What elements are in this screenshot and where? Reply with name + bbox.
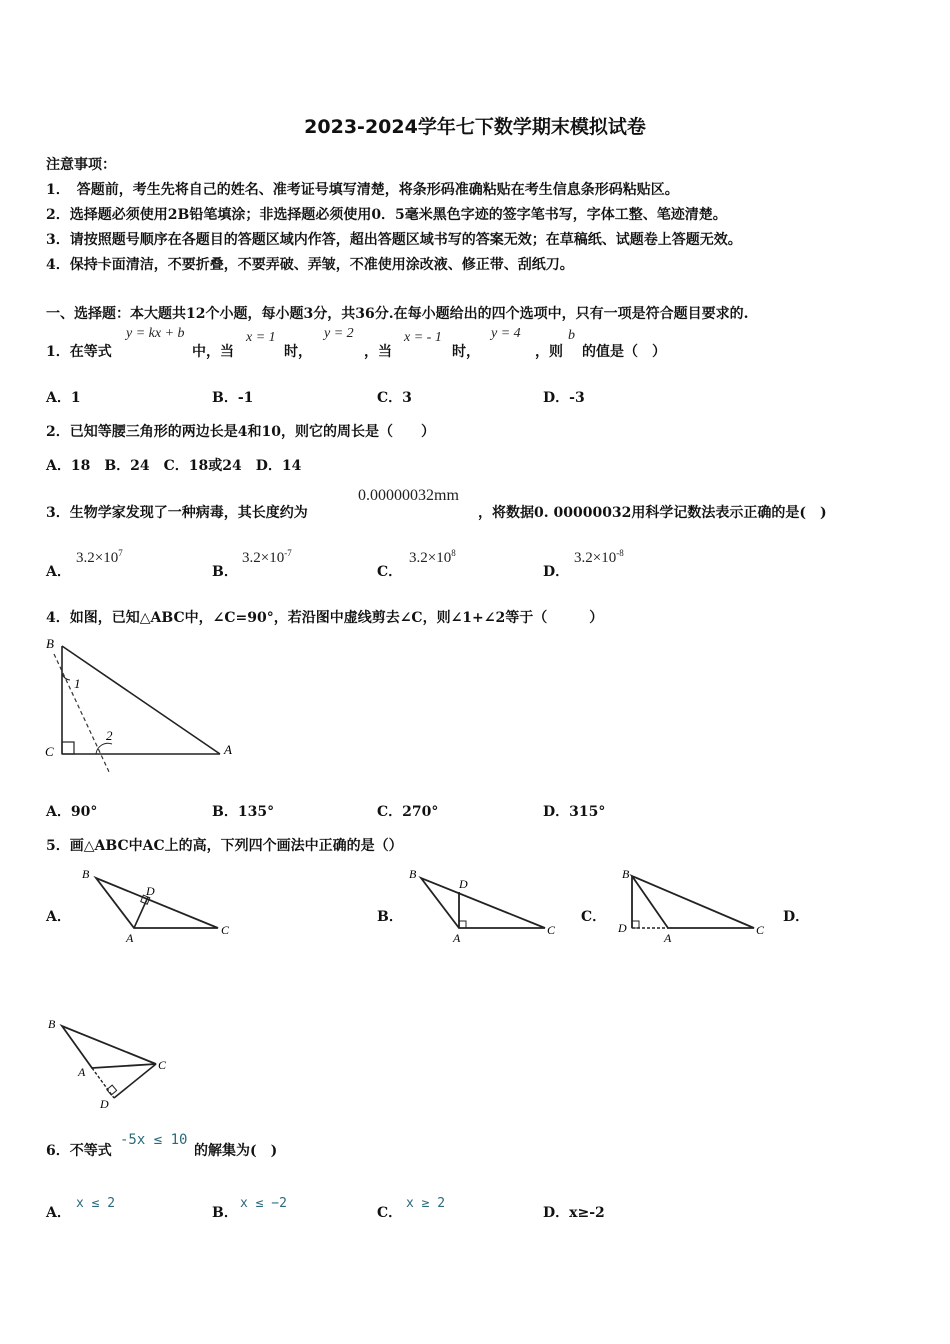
q6-option-b-letter[interactable]: B．	[212, 1205, 238, 1221]
q3-option-b[interactable]: $3.2\times 10^{-7}$	[242, 548, 292, 566]
q1-text-shi1: 时，	[284, 344, 312, 360]
q5-figure-d[interactable]	[44, 1014, 184, 1114]
q2-stem: 2．已知等腰三角形的两边长是4和10，则它的周长是（ ）	[46, 424, 435, 440]
q5c-label-a: A	[664, 931, 672, 944]
q5d-label-b: B	[48, 1017, 56, 1031]
q3-value: 0.00000032mm	[358, 487, 459, 504]
q5-stem: 5．画△ABC中AC上的高，下列四个画法中正确的是（）	[46, 838, 403, 854]
q5-figure-a[interactable]	[78, 864, 238, 944]
q6-option-c-letter[interactable]: C．	[377, 1205, 403, 1221]
q5b-label-c: C	[547, 923, 556, 937]
q6-option-b[interactable]: x ≤ −2	[240, 1196, 287, 1211]
q5b-label-a: A	[453, 931, 461, 944]
q5-option-d-letter[interactable]: D．	[783, 909, 810, 925]
q1-x1: x = 1	[246, 330, 276, 345]
q5a-label-c: C	[221, 923, 230, 937]
q4-label-angle1: 1	[74, 676, 81, 691]
q3-option-a-letter[interactable]: A．	[46, 564, 71, 580]
q5-option-c-letter[interactable]: C．	[581, 909, 607, 925]
q6-option-d[interactable]: D．x≥-2	[543, 1205, 605, 1221]
q3-option-d[interactable]: $3.2\times 10^{-8}$	[574, 548, 624, 566]
q1-equation: y = kx + b	[126, 326, 185, 341]
q3-option-b-letter[interactable]: B．	[212, 564, 238, 580]
notice-heading: 注意事项：	[46, 157, 116, 173]
q1-option-c[interactable]: C．3	[377, 390, 412, 406]
q5b-label-b: B	[409, 867, 417, 881]
q5a-label-a: A	[126, 931, 134, 944]
q5a-label-d: D	[146, 884, 155, 898]
q4-angle2-arc	[96, 743, 112, 754]
q1-text-end: 的值是（ ）	[582, 344, 666, 360]
q5c-label-b: B	[622, 867, 630, 881]
q1-option-a[interactable]: A．1	[46, 390, 81, 406]
q3-option-d-letter[interactable]: D．	[543, 564, 570, 580]
q5-option-b-letter[interactable]: B．	[377, 909, 403, 925]
page-title: 2023-2024学年七下数学期末模拟试卷	[304, 116, 646, 138]
q4-option-b[interactable]: B．135°	[212, 804, 275, 820]
q5-figure-c[interactable]	[612, 864, 772, 944]
q4-side-ab	[62, 646, 220, 754]
q3-stem: 3．生物学家发现了一种病毒，其长度约为	[46, 505, 308, 521]
q6-stem-end: 的解集为( )	[194, 1143, 278, 1159]
q5-option-a-letter[interactable]: A．	[46, 909, 71, 925]
q4-label-a: A	[224, 742, 232, 757]
q1-x2: x = - 1	[404, 330, 442, 345]
q3-option-c-letter[interactable]: C．	[377, 564, 403, 580]
q5d-label-c: C	[158, 1058, 167, 1072]
q4-option-c[interactable]: C．270°	[377, 804, 439, 820]
q4-triangle-figure	[40, 632, 240, 782]
q5a-label-b: B	[82, 867, 90, 881]
q4-label-c: C	[45, 744, 54, 759]
q5c-label-d: D	[618, 921, 627, 935]
q5b-label-d: D	[459, 877, 468, 891]
q1-y2: y = 4	[491, 326, 521, 341]
q5d-label-a: A	[78, 1065, 86, 1079]
q4-stem: 4．如图，已知△ABC中，∠C=90°，若沿图中虚线剪去∠C，则∠1+∠2等于（ ）	[46, 610, 604, 626]
notice-item-1: 1． 答题前，考生先将自己的姓名、准考证号填写清楚，将条形码准确粘贴在考生信息条形码粘贴区。	[46, 182, 679, 198]
q5-figure-b[interactable]	[405, 864, 565, 944]
q4-right-angle-mark	[62, 742, 74, 754]
q1-y1: y = 2	[324, 326, 354, 341]
q3-option-a[interactable]: $3.2\times 10^7$	[76, 548, 123, 566]
q6-inequality: -5x ≤ 10	[120, 1132, 188, 1148]
q6-option-a[interactable]: x ≤ 2	[76, 1196, 116, 1211]
q3-option-c[interactable]: $3.2\times 10^8$	[409, 548, 456, 566]
q1-option-b[interactable]: B．-1	[212, 390, 254, 406]
q4-label-b: B	[46, 636, 54, 651]
q6-option-c[interactable]: x ≥ 2	[406, 1196, 446, 1211]
q5c-label-c: C	[756, 923, 765, 937]
q6-stem: 6．不等式	[46, 1143, 112, 1159]
q1-text-dang: ，当	[364, 344, 392, 360]
notice-item-4: 4．保持卡面清洁，不要折叠，不要弄破、弄皱，不准使用涂改液、修正带、刮纸刀。	[46, 257, 574, 273]
q1-text-ze: ，则	[535, 344, 563, 360]
q6-option-a-letter[interactable]: A．	[46, 1205, 71, 1221]
q4-option-d[interactable]: D．315°	[543, 804, 606, 820]
section-heading: 一、选择题：本大题共12个小题，每小题3分，共36分.在每小题给出的四个选项中，只有一项是符合题目要求的.	[46, 306, 749, 322]
q1-option-d[interactable]: D．-3	[543, 390, 585, 406]
q2-options[interactable]: A．18 B．24 C．18或24 D．14	[46, 458, 302, 474]
q1-text-zhong: 中，当	[192, 344, 234, 360]
q1-stem: 1．在等式	[46, 344, 112, 360]
q1-text-shi2: 时，	[452, 344, 480, 360]
q4-option-a[interactable]: A．90°	[46, 804, 98, 820]
q5d-label-d: D	[100, 1097, 109, 1111]
q4-label-angle2: 2	[106, 728, 113, 743]
q1-b: b	[568, 328, 575, 343]
notice-item-2: 2．选择题必须使用2B铅笔填涂；非选择题必须使用0．5毫米黑色字迹的签字笔书写，字体工整、笔迹清楚。	[46, 207, 727, 223]
notice-item-3: 3．请按照题号顺序在各题目的答题区域内作答，超出答题区域书写的答案无效；在草稿纸、试题卷上答题无效。	[46, 232, 742, 248]
q3-stem-end: ，将数据0. 00000032用科学记数法表示正确的是( )	[478, 505, 827, 521]
